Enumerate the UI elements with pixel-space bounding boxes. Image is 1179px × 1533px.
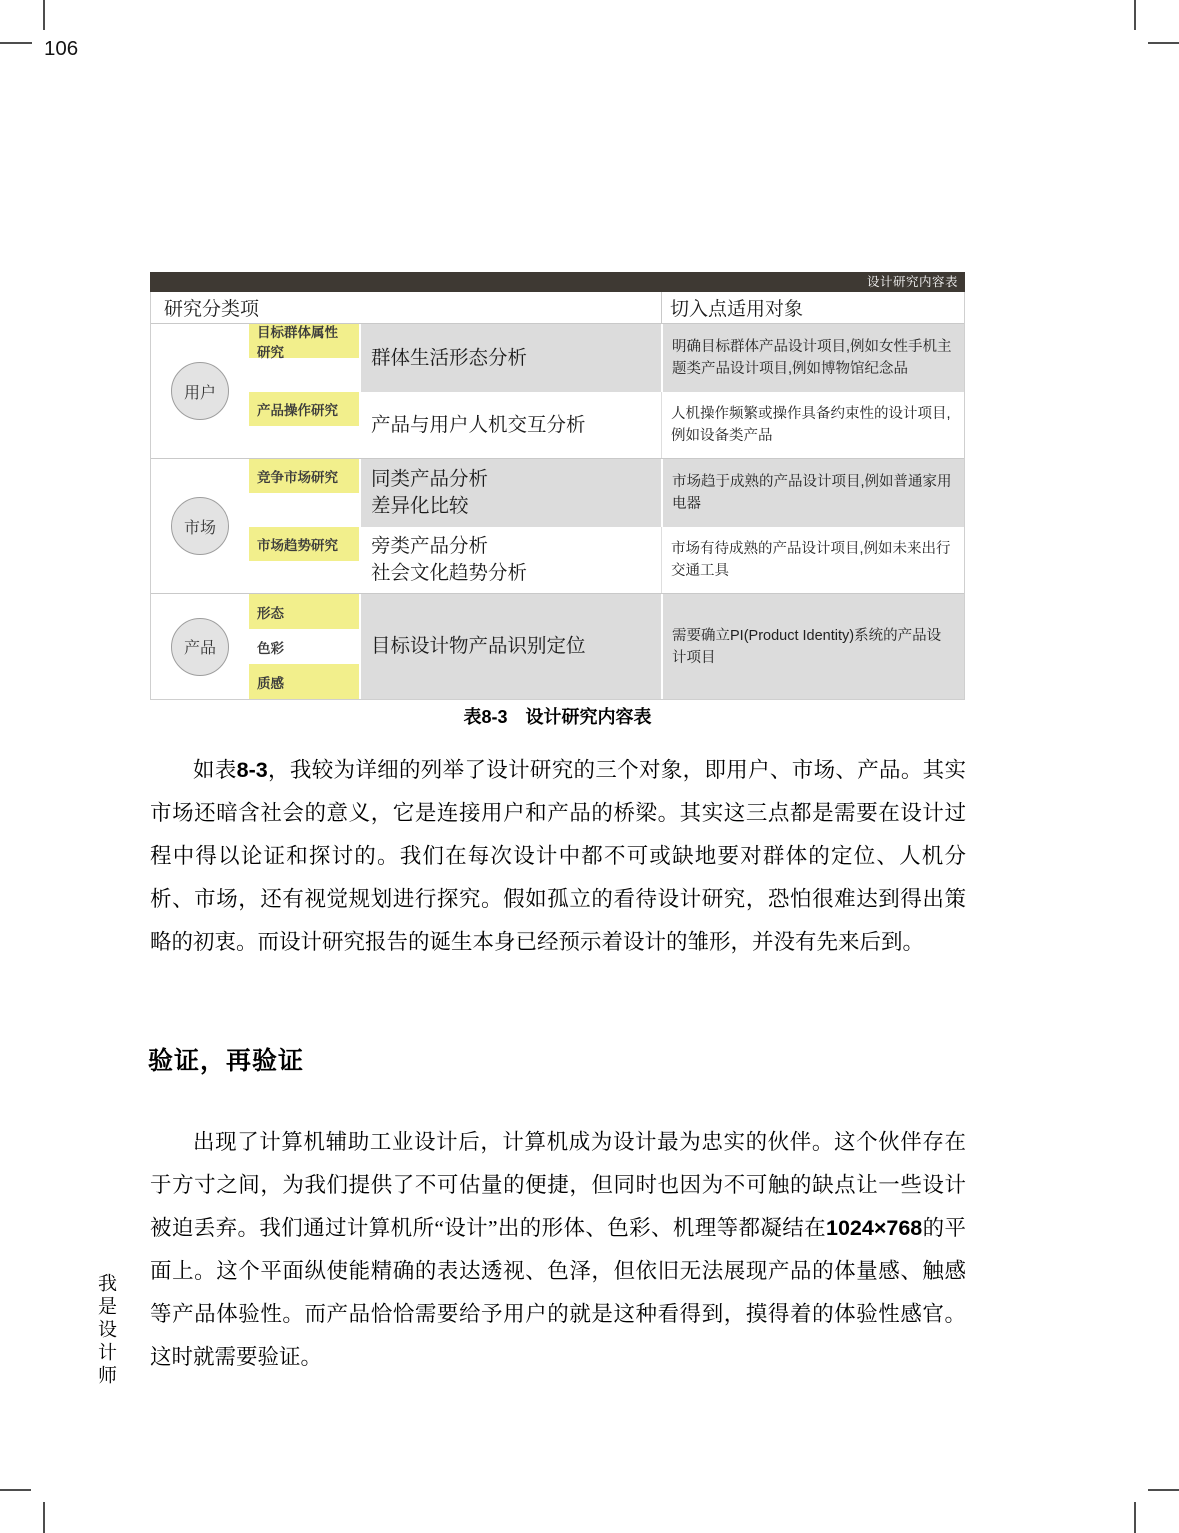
group-rows — [249, 324, 964, 458]
category-cell — [151, 324, 249, 458]
target-cell: 市场有待成熟的产品设计项目,例如未来出行交通工具 — [661, 527, 964, 593]
label-cell — [249, 459, 361, 527]
inline-text: 的平面上。这个平面纵使能精确的表达透视、色泽，但依旧无法展现产品的体量感、触感等产品体验性。而产品恰恰需要给予用户的就是这种看得到，摸得着的体验性感官。这时就需要验证。 — [150, 1216, 966, 1369]
table-row — [249, 392, 964, 458]
crop-mark-bottom-left-vertical — [43, 1502, 45, 1533]
label-chip: 目标群体属性研究 — [249, 324, 359, 358]
label-chip: 产品操作研究 — [249, 392, 359, 426]
category-cell — [151, 459, 249, 593]
spine-title: 我是设计师 — [95, 1273, 116, 1388]
target-cell: 明确目标群体产品设计项目,例如女性手机主题类产品设计项目,例如博物馆纪念品 — [661, 324, 964, 392]
label-chip: 质感 — [249, 664, 359, 699]
analysis-cell: 目标设计物产品识别定位 — [361, 594, 661, 699]
label-chip: 市场趋势研究 — [249, 527, 359, 561]
paragraph-1 — [150, 749, 966, 964]
label-cell — [249, 324, 361, 392]
inline-text: 如表 — [193, 758, 237, 782]
target-cell: 市场趋于成熟的产品设计项目,例如普通家用电器 — [661, 459, 964, 527]
inline-text: ，我较为详细的列举了设计研究的三个对象，即用户、市场、产品。其实市场还暗含社会的意义，它是连接用户和产品的桥梁。其实这三点都是需要在设计过程中得以论证和探讨的。我们在每次设计中都不可或缺地要对群体的定位、人机分析、市场，还有视觉规划进行探究。假如孤立的看待设计研究，恐怕很难达到得出策略的初衷。而设计研究报告的诞生本身已经预示着设计的雏形，并没有先来后到。 — [150, 758, 966, 954]
table-frame — [150, 292, 965, 700]
category-cell — [151, 594, 249, 699]
label-stack — [249, 594, 361, 699]
label-cell — [249, 527, 361, 593]
target-cell: 需要确立PI(Product Identity)系统的产品设计项目 — [661, 594, 964, 699]
table-group — [151, 593, 964, 699]
label-chip: 竞争市场研究 — [249, 459, 359, 493]
section-heading: 验证，再验证 — [148, 1047, 305, 1075]
column-header-left: 研究分类项 — [164, 299, 260, 320]
analysis-cell: 群体生活形态分析 — [361, 324, 661, 392]
page-number: 106 — [44, 37, 79, 60]
bold-inline-text: 1024×768 — [825, 1216, 923, 1240]
category-circle: 市场 — [171, 497, 229, 555]
inline-text: 出现了计算机辅助工业设计后，计算机成为设计最为忠实的伙伴。这个伙伴存在于方寸之间，为我们提供了不可估量的便捷，但同时也因为不可触的缺点让一些设计被迫丢弃。我们通过计算机所“设计”出的形体、色彩、机理等都凝结在 — [150, 1130, 966, 1240]
crop-mark-top-left-horizontal — [0, 42, 32, 44]
category-circle: 产品 — [171, 618, 229, 676]
analysis-cell: 产品与用户人机交互分析 — [361, 392, 661, 458]
analysis-cell: 同类产品分析 差异化比较 — [361, 459, 661, 527]
table-row — [249, 527, 964, 593]
crop-mark-top-left-vertical — [43, 0, 45, 30]
research-table — [150, 272, 965, 700]
table-header-row — [151, 292, 964, 324]
column-header-right: 切入点适用对象 — [661, 292, 964, 323]
table-title-bar: 设计研究内容表 — [150, 272, 965, 292]
crop-mark-top-right-vertical — [1134, 0, 1136, 30]
table-row — [249, 324, 964, 392]
crop-mark-bottom-right-vertical — [1134, 1502, 1136, 1533]
table-group — [151, 324, 964, 458]
label-cell — [249, 392, 361, 458]
crop-mark-top-right-horizontal — [1148, 42, 1179, 44]
analysis-cell: 旁类产品分析 社会文化趋势分析 — [361, 527, 661, 593]
table-groups — [151, 324, 964, 699]
crop-mark-bottom-right-horizontal — [1148, 1489, 1179, 1491]
paragraph-2 — [150, 1121, 966, 1379]
label-chip: 形态 — [249, 594, 359, 629]
table-row — [249, 459, 964, 527]
table-group — [151, 458, 964, 593]
group-rows — [249, 459, 964, 593]
bold-inline-text: 8-3 — [236, 758, 268, 782]
table-caption: 表8-3 设计研究内容表 — [463, 707, 652, 727]
target-cell: 人机操作频繁或操作具备约束性的设计项目,例如设备类产品 — [661, 392, 964, 458]
category-circle: 用户 — [171, 362, 229, 420]
crop-mark-bottom-left-horizontal — [0, 1489, 31, 1491]
label-chip: 色彩 — [249, 629, 359, 664]
